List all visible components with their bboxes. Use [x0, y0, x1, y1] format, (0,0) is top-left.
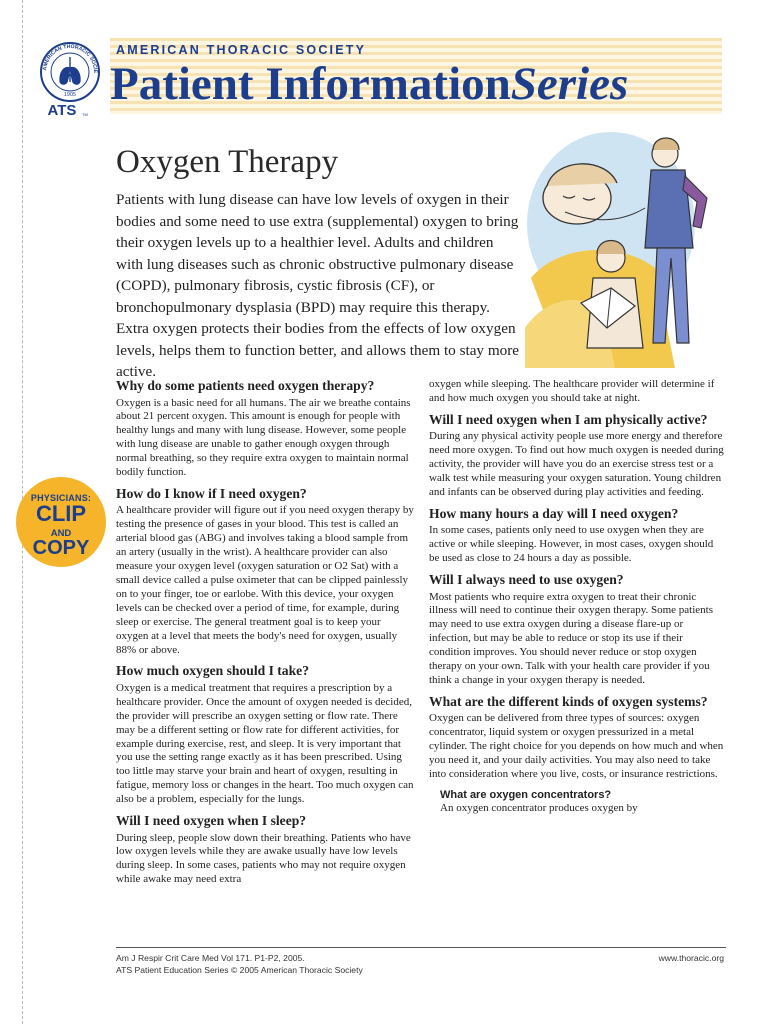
badge-line-4: COPY [32, 537, 90, 559]
section-body: During sleep, people slow down their breathing. Patients who have low oxygen levels while they are awake usually have low levels during sleep. In some cases, patients who may not require oxygen while awake may need extra [116, 831, 411, 886]
badge-line-1: PHYSICIANS: [30, 493, 92, 503]
section-heading: Will I always need to use oxygen? [429, 572, 624, 588]
section-heading: What are the different kinds of oxygen systems? [429, 693, 708, 709]
badge-line-3: AND [50, 528, 72, 539]
footer-citation: Am J Respir Crit Care Med Vol 171. P1-P2, 2005. [116, 953, 305, 963]
logo-year: 1905 [63, 92, 77, 98]
section-body: Oxygen is a basic need for all humans. The air we breathe contains about 21 percent oxygen. This amount is enough for people with healthy lungs and many with lung disease. However, some people with lung disease are unable to gather enough oxygen through normal breathing, so they require extra oxygen to maintain normal bodily function. [116, 396, 411, 479]
svg-text:TM: TM [82, 112, 88, 117]
section-heading: Will I need oxygen when I sleep? [116, 813, 307, 829]
section-body: Most patients who require extra oxygen to treat their chronic illness will need to continue their oxygen therapy. Some patients may need to use extra oxygen during a disease flare-up or infection, but may be able to reduce or stop its use if their condition improves. You should never reduce or stop oxygen therapy on your own. Talk with your health care provider if you think a change in your oxygen therapy is needed. [429, 590, 714, 686]
footer-divider [116, 947, 726, 948]
ats-logo [34, 38, 106, 124]
section-body: Oxygen can be delivered from three types of sources: oxygen concentrator, liquid system or oxygen pressurized in a metal cylinder. The right choice for you depends on how much and when you need it, and your daily activities. You may also need to take into consideration where you live, costs, or insurance restrictions. [429, 712, 724, 781]
section-heading: How do I know if I need oxygen? [116, 485, 307, 501]
left-column [116, 378, 414, 893]
section-heading: Will I need oxygen when I am physically active? [429, 411, 708, 427]
section-heading: Why do some patients need oxygen therapy? [116, 378, 375, 393]
clip-and-copy-badge [16, 477, 106, 567]
series-title [110, 56, 628, 112]
illustration [525, 128, 723, 368]
org-name: AMERICAN THORACIC SOCIETY [116, 43, 367, 57]
logo-ring-text: AMERICAN THORACIC SOCIE [42, 43, 99, 74]
subsection-body: An oxygen concentrator produces oxygen by [440, 801, 638, 814]
footer-citation-block [116, 953, 363, 976]
footer-url[interactable]: www.thoracic.org [658, 953, 724, 963]
series-title-word: Series [510, 58, 629, 110]
subsection-heading: What are oxygen concentrators? [440, 788, 612, 801]
section-body: Oxygen is a medical treatment that requires a prescription by a healthcare provider. Once the amount of oxygen needed is decided, the provider will prescribe an oxygen setting or flow rate. There may be a different setting or flow rate for different activities, for example during exercise, rest, and sleep. It is very important that you use the setting range exactly as it has been prescribed. Using too little may starve your brain and heart of oxygen, resulting in fatigue, memory loss or changes in the heart. Too much oxygen can also be a problem, especially for the lungs. [116, 681, 414, 806]
section-body: During any physical activity people use more energy and therefore need more oxygen. To find out how much oxygen is needed during activity, the provider will have you do an exercise stress test or a walk test while measuring your oxygen saturation. Young children and infants can be observed during play activities and feeding. [429, 430, 724, 498]
badge-line-2: CLIP [35, 501, 87, 526]
logo-text: ATS [47, 102, 77, 119]
right-column [429, 378, 726, 822]
section-body: A healthcare provider will figure out if you need oxygen therapy by testing the presence of gases in your blood. This test is called an arterial blood gas (ABG) and involves taking a blood sample from an artery (usually in the wrist). A healthcare provider can also measure your oxygen level (oxygen saturation or O2 Sat) with a small device called a pulse oximeter that can be clipped painlessly on to your finger, toe or earlobe. With this device, your oxygen levels can be checked over a period of time, for example, during sleep or exercise. The general treatment goal is to keep your oxygen at a level that meets the body's need for oxygen, usually 88% or above. [116, 504, 414, 656]
series-title-main: Patient Information [110, 58, 511, 110]
section-heading: How much oxygen should I take? [116, 663, 309, 679]
page-title: Oxygen Therapy [116, 144, 339, 180]
section-body: In some cases, patients only need to use oxygen when they are active or while sleeping. However, in most cases, oxygen should be used as close to 24 hours a day as possible. [429, 524, 714, 565]
continued-text: oxygen while sleeping. The healthcare provider will determine if and how much oxygen you should take at night. [429, 378, 715, 404]
footer-copyright: ATS Patient Education Series © 2005 American Thoracic Society [116, 964, 363, 975]
intro-paragraph: Patients with lung disease can have low levels of oxygen in their bodies and some need to use extra (supplemental) oxygen to bring their oxygen levels up to a healthier level. Adults and children with lung diseases such as chronic obstructive pulmonary disease (COPD), pulmonary fibrosis, cystic fibrosis (CF), or bronchopulmonary dysplasia (BPD) may require this therapy. Extra oxygen protects their bodies from the effects of low oxygen levels, helps them to function better, and allows them to stay more active. [116, 191, 520, 380]
section-heading: How many hours a day will I need oxygen? [429, 505, 679, 521]
